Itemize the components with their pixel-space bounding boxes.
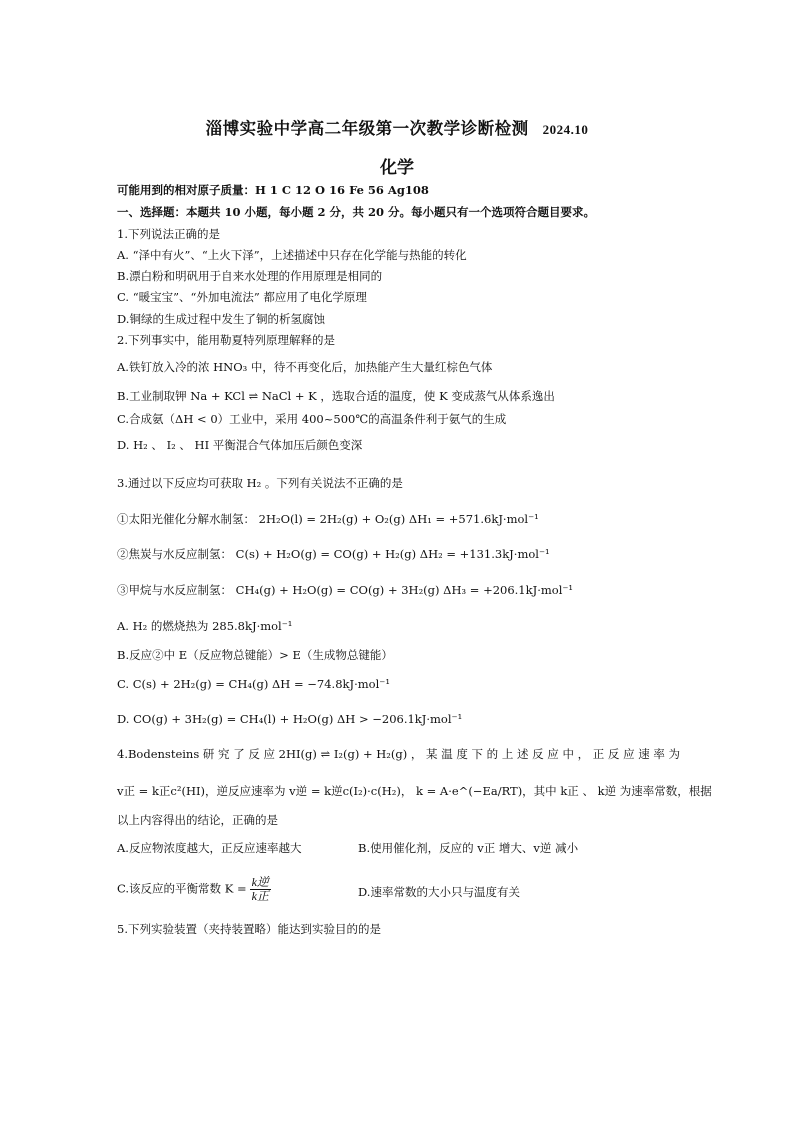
equilibrium-fraction xyxy=(250,876,271,903)
q3-reaction-1: ①太阳光催化分解水制氢： 2H₂O(l) = 2H₂(g) + O₂(g) ΔH₁ = +571.6kJ·mol⁻¹ xyxy=(117,512,539,526)
q2-option-b: B.工业制取钾 Na + KCl ⇌ NaCl + K ，选取合适的温度，使 K 变成蒸气从体系逸出 xyxy=(117,389,555,403)
q3-option-d: D. CO(g) + 3H₂(g) = CH₄(l) + H₂O(g) ΔH > −206.1kJ·mol⁻¹ xyxy=(117,712,463,726)
q1-option-c: C. “暖宝宝”、“外加电流法” 都应用了电化学原理 xyxy=(117,290,367,304)
q3-stem: 3.通过以下反应均可获取 H₂ 。下列有关说法不正确的是 xyxy=(117,476,403,490)
exam-title-text: 淄博实验中学高二年级第一次教学诊断检测 xyxy=(205,119,529,138)
q4-option-d: D.速率常数的大小只与温度有关 xyxy=(358,885,520,899)
subject-heading: 化学 xyxy=(380,158,414,178)
q1-option-a: A. “泽中有火”、“上火下泽”，上述描述中只存在化学能与热能的转化 xyxy=(117,248,467,262)
atomic-masses-line: 可能用到的相对原子质量：H 1 C 12 O 16 Fe 56 Ag108 xyxy=(117,183,429,197)
q4-stem-line-3: 以上内容得出的结论，正确的是 xyxy=(117,813,278,827)
q1-stem: 1.下列说法正确的是 xyxy=(117,227,220,241)
q2-option-a: A.铁钉放入冷的浓 HNO₃ 中，待不再变化后，加热能产生大量红棕色气体 xyxy=(117,360,493,374)
q1-option-d: D.铜绿的生成过程中发生了铜的析氢腐蚀 xyxy=(117,312,325,326)
exam-title xyxy=(0,115,794,139)
q4-option-c xyxy=(117,876,271,903)
q1-option-b: B.漂白粉和明矾用于自来水处理的作用原理是相同的 xyxy=(117,269,383,283)
q4-stem-line-2: v正 = k正c²(HI)，逆反应速率为 v逆 = k逆c(I₂)·c(H₂)， k = A·e^(−Ea/RT)，其中 k正 、 k逆 为速率常数，根据 xyxy=(117,784,712,798)
q3-option-c: C. C(s) + 2H₂(g) = CH₄(g) ΔH = −74.8kJ·mol⁻¹ xyxy=(117,677,390,691)
q3-reaction-3: ③甲烷与水反应制氢： CH₄(g) + H₂O(g) = CO(g) + 3H₂(g) ΔH₃ = +206.1kJ·mol⁻¹ xyxy=(117,583,574,597)
q2-option-d: D. H₂ 、 I₂ 、 HI 平衡混合气体加压后颜色变深 xyxy=(117,438,363,452)
q4-option-c-text: C.该反应的平衡常数 K = xyxy=(117,881,247,896)
exam-date: 2024.10 xyxy=(542,122,589,137)
q3-option-a: A. H₂ 的燃烧热为 285.8kJ·mol⁻¹ xyxy=(117,619,293,633)
q3-option-b: B.反应②中 E（反应物总键能）> E（生成物总键能） xyxy=(117,648,393,662)
q4-stem-line-1: 4.Bodensteins 研 究 了 反 应 2HI(g) ⇌ I₂(g) + H₂(g) ， 某 温 度 下 的 上 述 反 应 中 ， 正 反 应 速 率 为 xyxy=(117,747,681,761)
q4-option-b: B.使用催化剂，反应的 v正 增大、v逆 减小 xyxy=(358,841,579,855)
section-heading: 一、选择题：本题共 10 小题，每小题 2 分，共 20 分。每小题只有一个选项符合题目要求。 xyxy=(117,205,596,219)
fraction-numerator: k逆 xyxy=(251,875,269,889)
fraction-denominator: k正 xyxy=(251,889,269,903)
q2-option-c: C.合成氨（ΔH < 0）工业中，采用 400~500℃的高温条件利于氨气的生成 xyxy=(117,412,507,426)
q2-stem: 2.下列事实中，能用勒夏特列原理解释的是 xyxy=(117,333,335,347)
q5-stem: 5.下列实验装置（夹持装置略）能达到实验目的的是 xyxy=(117,922,381,936)
q3-reaction-2: ②焦炭与水反应制氢： C(s) + H₂O(g) = CO(g) + H₂(g) ΔH₂ = +131.3kJ·mol⁻¹ xyxy=(117,547,550,561)
q4-option-a: A.反应物浓度越大，正反应速率越大 xyxy=(117,841,302,855)
